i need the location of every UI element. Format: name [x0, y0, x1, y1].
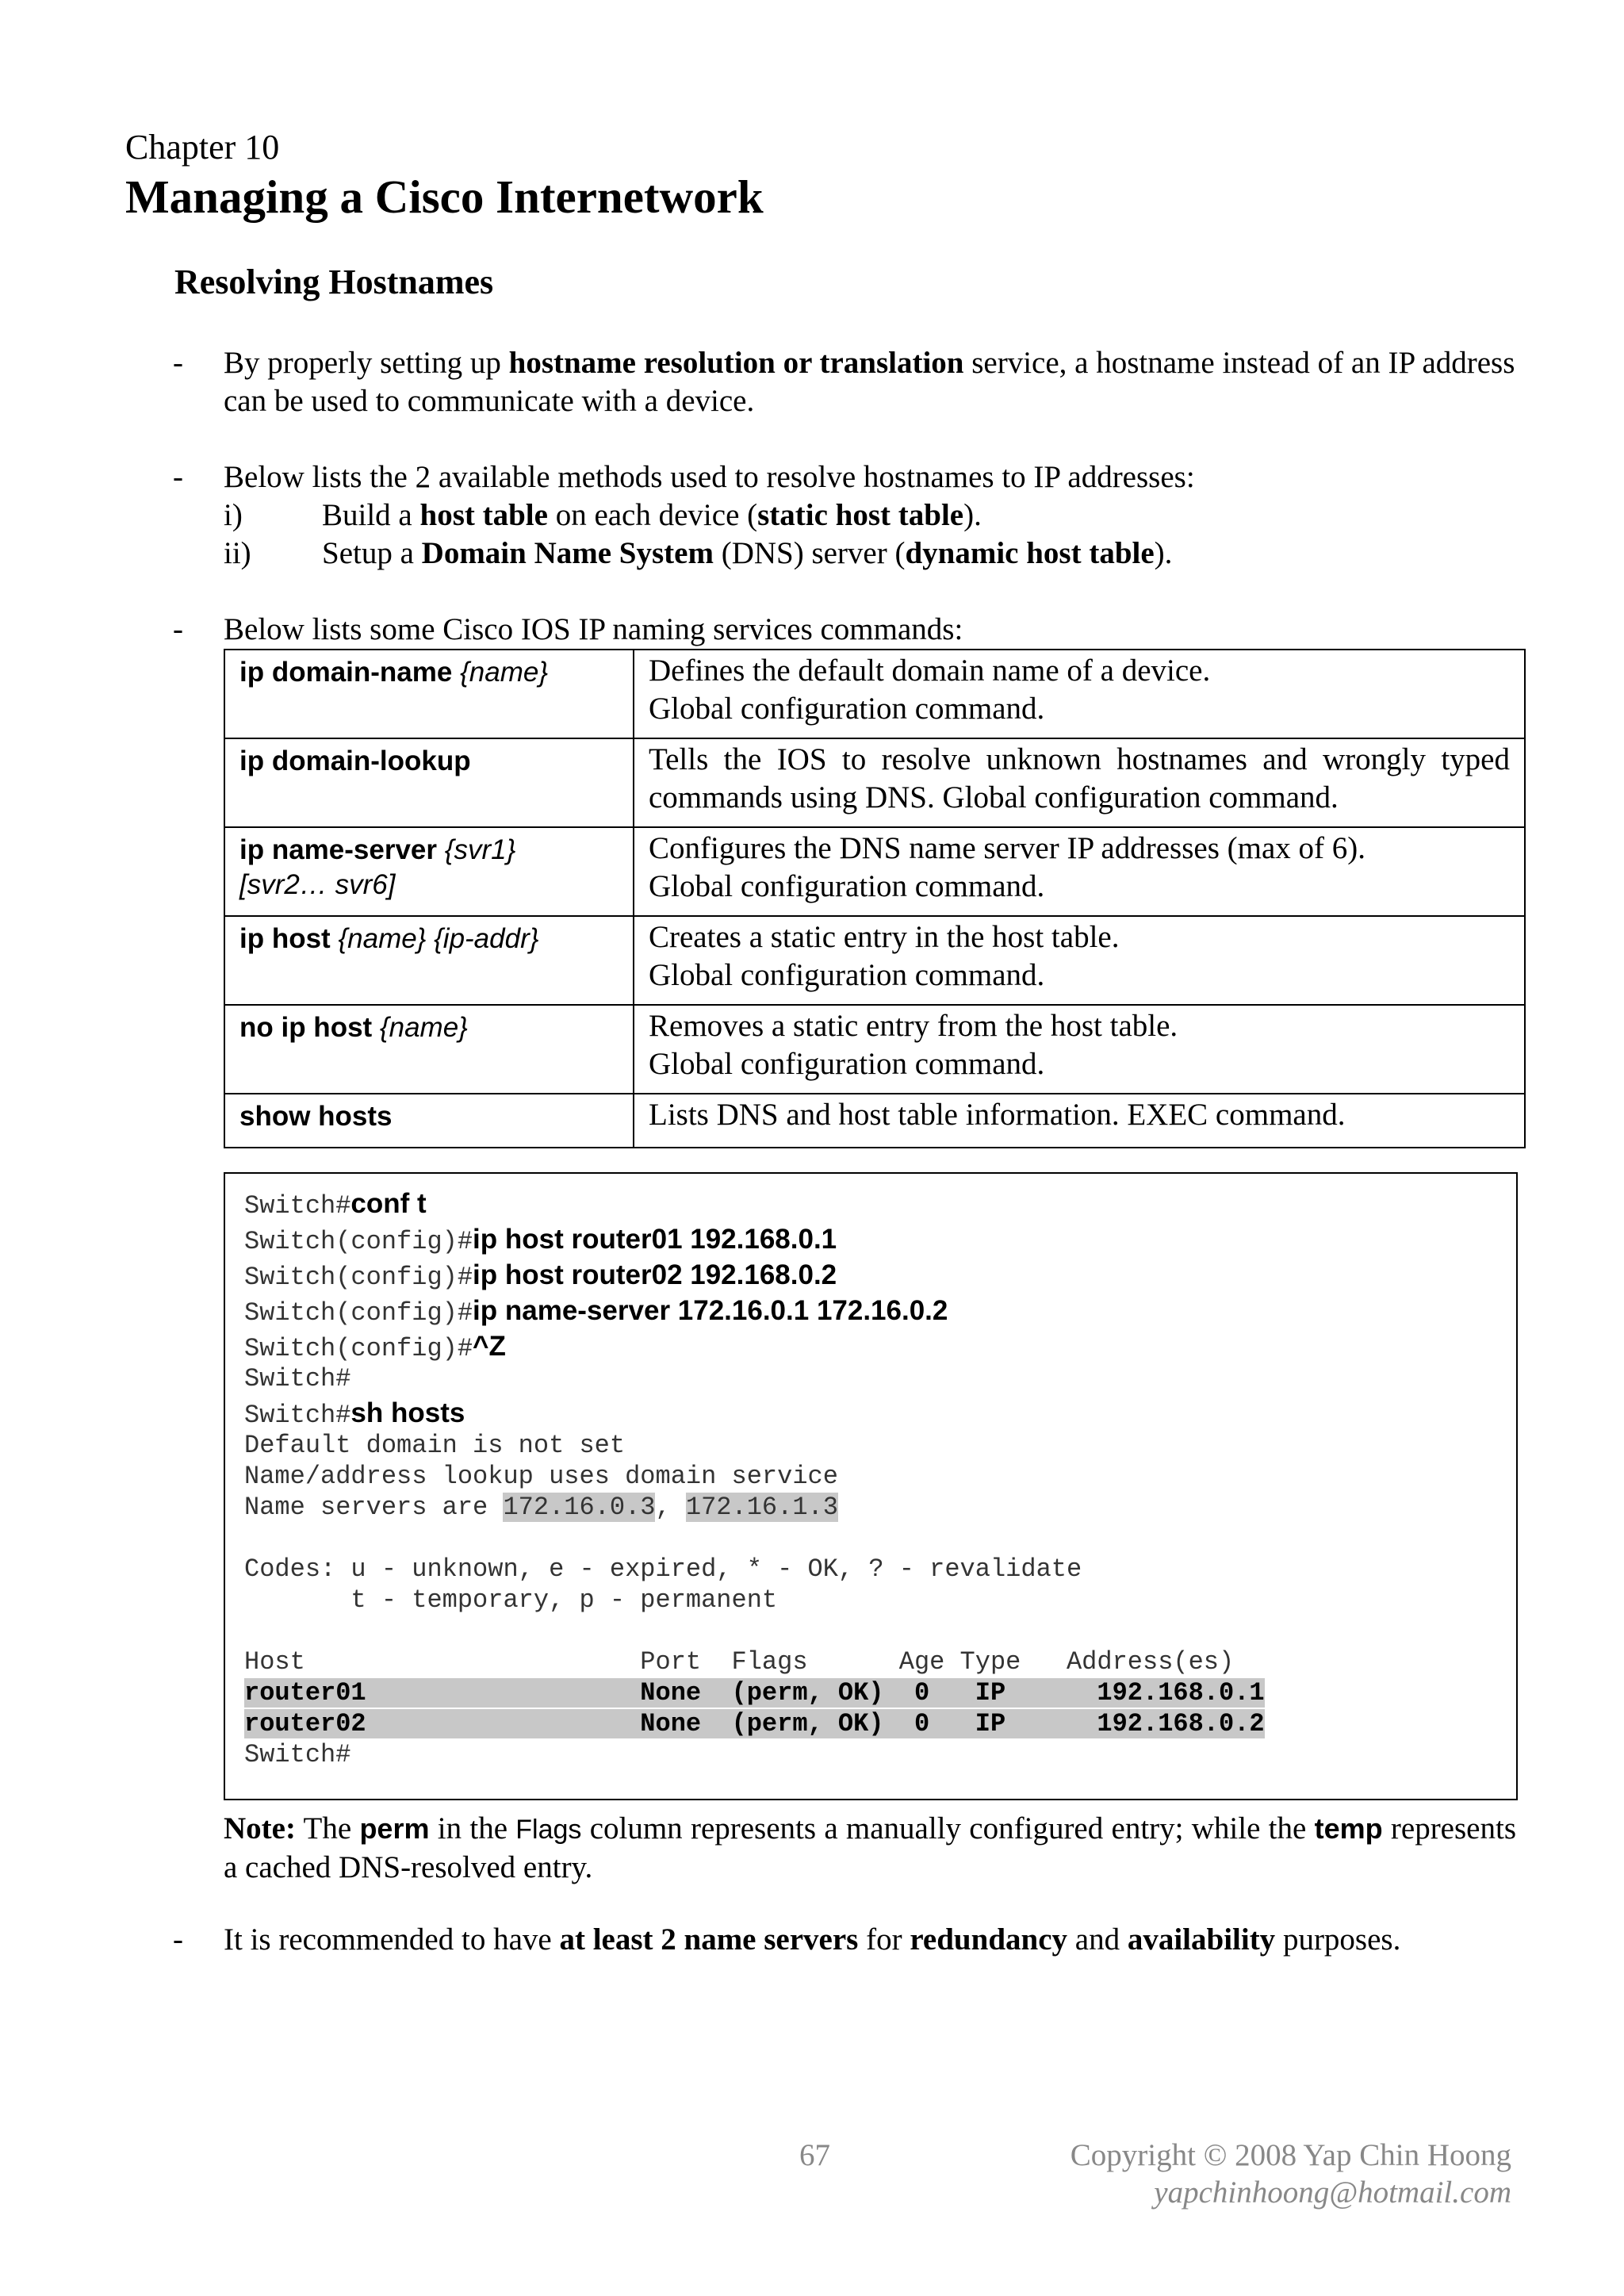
table-row	[224, 1005, 1525, 1094]
text: (DNS) server (	[713, 536, 906, 570]
terminal-line	[244, 1295, 948, 1328]
description-cell	[634, 827, 1525, 916]
bullet-dash: -	[173, 612, 183, 646]
text: ).	[1154, 536, 1173, 570]
bold-text: availability	[1127, 1922, 1276, 1957]
table-row	[224, 650, 1525, 738]
prompt: Switch#	[244, 1401, 351, 1430]
command-name: ip host	[239, 923, 331, 954]
text: and	[1067, 1922, 1128, 1957]
command-args: {name} {ip-addr}	[330, 923, 539, 954]
section-title: Resolving Hostnames	[174, 263, 494, 301]
highlighted-ip: 172.16.0.3	[503, 1493, 656, 1522]
bullet-resolve-methods	[224, 458, 1516, 573]
description-line: Global configuration command.	[649, 692, 1045, 726]
typed-command: ip host router01 192.168.0.1	[473, 1224, 837, 1255]
text: Name servers are	[244, 1493, 504, 1522]
description-line: Global configuration command.	[649, 869, 1045, 903]
description-line: Defines the default domain name of a device.	[649, 654, 1211, 688]
highlighted-row: router02 None (perm, OK) 0 IP 192.168.0.2	[244, 1709, 1265, 1738]
terminal-line: Default domain is not set	[244, 1431, 626, 1460]
bold-text: redundancy	[910, 1922, 1068, 1957]
description-line: Creates a static entry in the host table.	[649, 920, 1120, 954]
terminal-line	[244, 1678, 1265, 1708]
command-cell	[224, 650, 634, 738]
command-cell	[224, 1005, 634, 1094]
terminal-line	[244, 1709, 1265, 1738]
bold-text: at least 2 name servers	[559, 1922, 859, 1957]
terminal-line	[244, 1224, 837, 1256]
description-cell	[634, 738, 1525, 827]
terminal-output	[224, 1172, 1518, 1800]
description-line: Removes a static entry from the host table.	[649, 1009, 1178, 1043]
command-args: {name}	[452, 657, 549, 688]
bullet-intro: Below lists the 2 available methods used to resolve hostnames to IP addresses:	[224, 460, 1195, 494]
terminal-line: Host Port Flags Age Type Address(es)	[244, 1647, 1235, 1677]
text: on each device (	[547, 498, 758, 532]
bold-text: hostname resolution or translation	[508, 346, 964, 380]
item-number: ii)	[224, 536, 251, 570]
command-name: no ip host	[239, 1012, 373, 1043]
bold-text: dynamic host table	[905, 536, 1155, 570]
bold-text: host table	[419, 498, 548, 532]
terminal-line	[244, 1493, 838, 1522]
command-cell	[224, 1094, 634, 1148]
text: for	[858, 1922, 910, 1957]
page-title: Managing a Cisco Internetwork	[125, 171, 764, 223]
prompt: Switch(config)#	[244, 1263, 473, 1292]
description-line: Lists DNS and host table information. EXEC command.	[649, 1098, 1346, 1132]
table-row	[224, 916, 1525, 1005]
bold-text: static host table	[757, 498, 964, 532]
copyright: Copyright © 2008 Yap Chin Hoong	[1070, 2138, 1511, 2172]
text: By properly setting up	[224, 346, 509, 380]
terminal-line	[244, 1259, 837, 1292]
terminal-line: Switch#	[244, 1740, 351, 1769]
text: Build a	[322, 498, 420, 532]
description-line: Global configuration command.	[649, 1047, 1045, 1081]
command-name: show hosts	[239, 1101, 393, 1132]
text: column represents a manually configured entry; while the	[581, 1811, 1315, 1846]
bullet-hostname-resolution	[224, 344, 1516, 420]
command-cell	[224, 916, 634, 1005]
command-cell	[224, 738, 634, 827]
bullet-naming-commands: Below lists some Cisco IOS IP naming services commands:	[224, 612, 963, 646]
command-name: ip domain-lookup	[239, 746, 471, 776]
text: It is recommended to have	[224, 1922, 560, 1957]
description-line: Global configuration command.	[649, 958, 1045, 992]
text: represents a cached DNS-resolved entry.	[224, 1811, 1516, 1884]
description-line: Configures the DNS name server IP addresses (max of 6).	[649, 831, 1365, 865]
description-cell	[634, 1094, 1525, 1148]
text: Setup a	[322, 536, 422, 570]
method-item	[224, 535, 1516, 573]
terminal-line: Name/address lookup uses domain service	[244, 1462, 838, 1491]
typed-command: ip host router02 192.168.0.2	[473, 1259, 837, 1290]
terminal-line	[244, 1397, 465, 1430]
prompt: Switch(config)#	[244, 1334, 473, 1363]
terminal-line	[244, 1331, 506, 1363]
text: The	[295, 1811, 360, 1846]
table-row	[224, 738, 1525, 827]
note-label: Note:	[224, 1811, 296, 1846]
description-cell	[634, 916, 1525, 1005]
item-number: i)	[224, 498, 243, 532]
description-cell	[634, 1005, 1525, 1094]
typed-command: conf t	[350, 1188, 427, 1219]
command-args: [svr2… svr6]	[239, 869, 396, 900]
bullet-dash: -	[173, 1922, 183, 1957]
table-row	[224, 1094, 1525, 1148]
bold-text: Domain Name System	[421, 536, 714, 570]
prompt: Switch#	[244, 1191, 351, 1221]
bullet-name-servers	[224, 1921, 1516, 1959]
highlighted-ip: 172.16.1.3	[685, 1493, 838, 1522]
command-cell	[224, 827, 634, 916]
typed-command: sh hosts	[350, 1397, 465, 1428]
bullet-dash: -	[173, 346, 183, 380]
typed-command: ip name-server 172.16.0.1 172.16.0.2	[473, 1295, 948, 1326]
command-name: ip domain-name	[239, 657, 453, 688]
terminal-line	[244, 1188, 427, 1221]
command-args: {svr1}	[437, 834, 516, 865]
chapter-label: Chapter 10	[125, 128, 280, 167]
command-name: ip name-server	[239, 834, 438, 865]
text: purposes.	[1275, 1922, 1401, 1957]
description-line: Tells the IOS to resolve unknown hostnames and wrongly typed commands using DNS. Global configuration command.	[649, 742, 1510, 815]
author-email: yapchinhoong@hotmail.com	[1154, 2175, 1511, 2210]
prompt: Switch(config)#	[244, 1227, 473, 1256]
bullet-dash: -	[173, 460, 183, 494]
keyword: perm	[359, 1812, 430, 1845]
terminal-line: Codes: u - unknown, e - expired, * - OK, ? - revalidate	[244, 1554, 1082, 1584]
page-number: 67	[799, 2138, 830, 2172]
command-args: {name}	[372, 1012, 468, 1043]
keyword: temp	[1314, 1812, 1383, 1845]
terminal-line: Switch#	[244, 1364, 351, 1393]
text: ).	[963, 498, 982, 532]
highlighted-row: router01 None (perm, OK) 0 IP 192.168.0.1	[244, 1678, 1265, 1708]
command-table	[224, 649, 1526, 1148]
text: ,	[655, 1493, 686, 1522]
text: service, a hostname instead of an IP address can be used to communicate with a device.	[224, 346, 1515, 418]
table-row	[224, 827, 1525, 916]
description-cell	[634, 650, 1525, 738]
text: in the	[429, 1811, 516, 1846]
note-paragraph	[224, 1810, 1516, 1887]
typed-command: ^Z	[473, 1331, 506, 1362]
prompt: Switch(config)#	[244, 1298, 473, 1328]
terminal-line: t - temporary, p - permanent	[244, 1585, 778, 1615]
keyword: Flags	[515, 1815, 582, 1845]
method-item	[224, 496, 1516, 535]
